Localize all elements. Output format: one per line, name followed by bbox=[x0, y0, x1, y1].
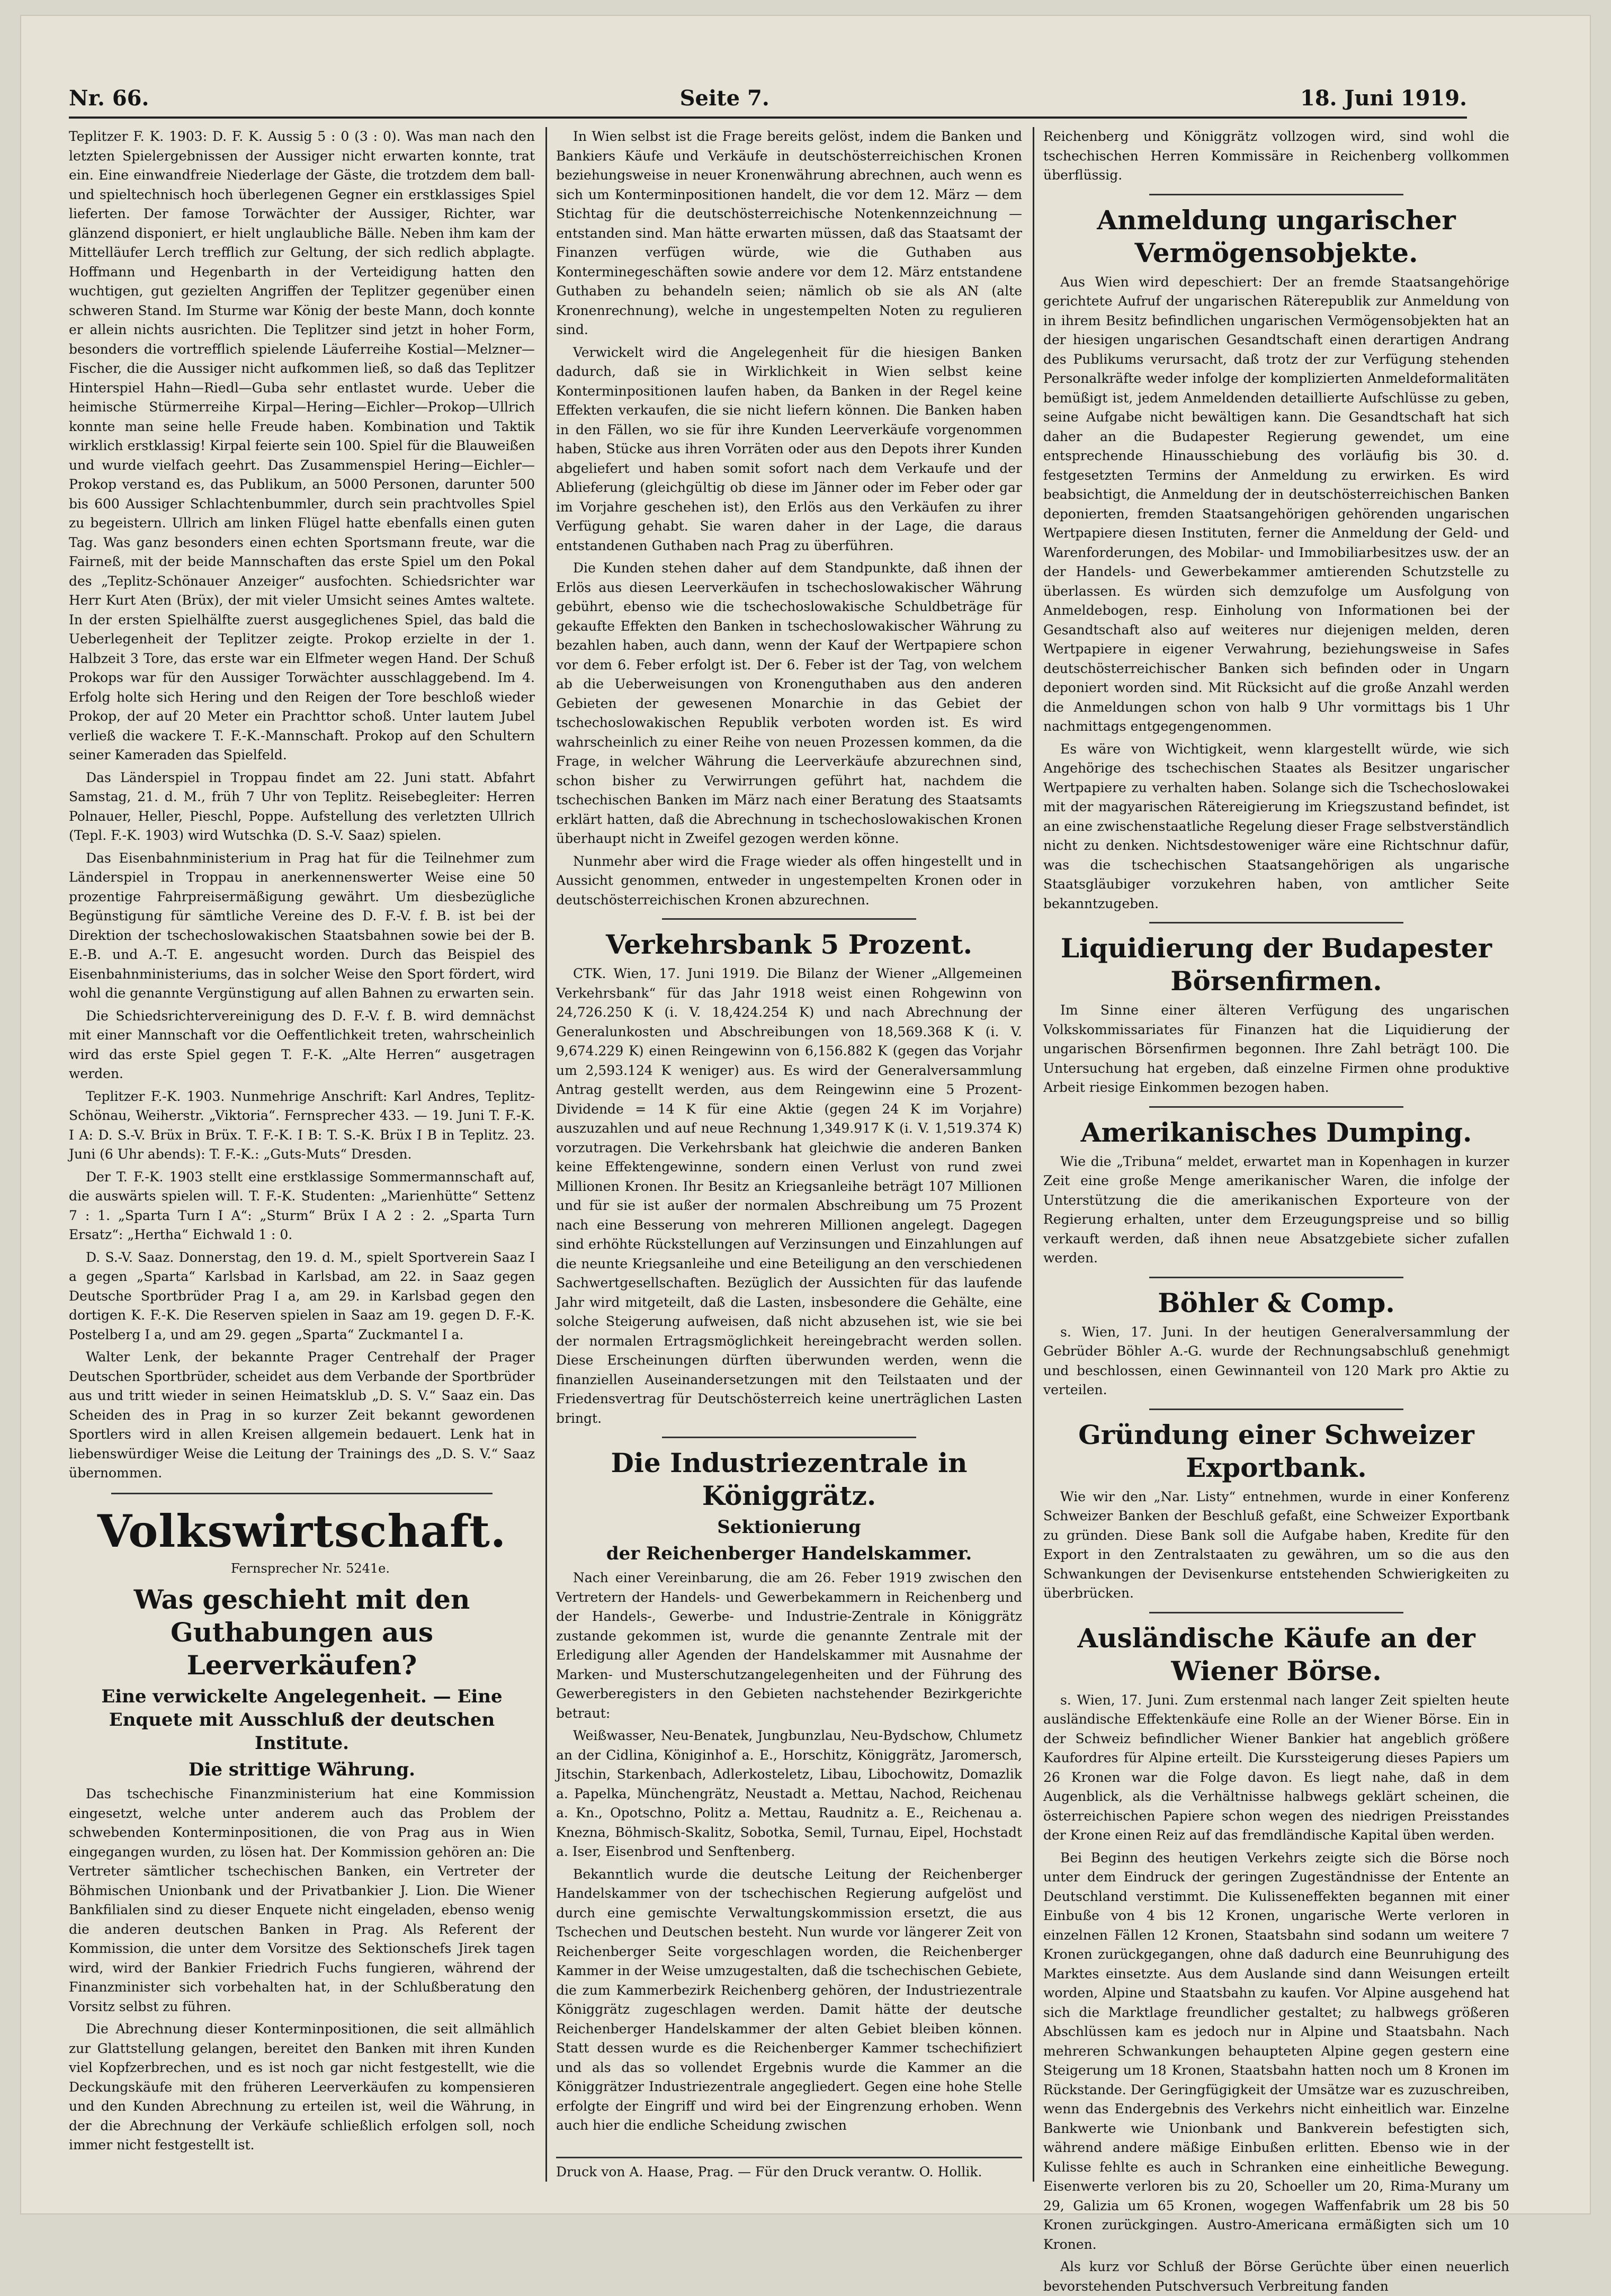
article-paragraph: Reichenberg und Königgrätz vollzogen wird, sind wohl die tschechischen Herren Kommissäre in Reichenberg vollkommen überflüssig. bbox=[1043, 129, 1509, 183]
column-rule bbox=[545, 127, 547, 2182]
article-headline: Verkehrsbank 5 Prozent. bbox=[606, 929, 972, 960]
article-paragraph: s. Wien, 17. Juni. In der heutigen Generalversammlung der Gebrüder Böhler A.-G. wurde der Rechnungsabschluß genehmigt und beschlossen, einen Gewinnanteil von 120 Mark pro Aktie zu verteilen. bbox=[1043, 1324, 1509, 1397]
divider bbox=[662, 918, 916, 920]
article-headline: Was geschieht mit den Guthabungen aus Leerverkäufen? bbox=[133, 1584, 470, 1681]
article-subheadline: Die strittige Währung. bbox=[188, 1759, 416, 1780]
article-headline: Amerikanisches Dumping. bbox=[1080, 1116, 1472, 1148]
article-paragraph: Bei Beginn des heutigen Verkehrs zeigte sich die Börse noch unter dem Eindruck der geringen Zugeständnisse der Entente an Deutschland verstimmt. Die Kulisseneffekten begannen mit einer Einbuße von 4 bis 12 Kronen, ungarische Werte verloren in einzelnen Fällen 12 Kronen, Staatsbahn sind sodann um weitere 7 Kronen zurückgegangen, ohne daß dadurch eine Beunruhigung des Marktes einsetzte. Aus dem Auslande sind dann Weisungen erteilt worden, Alpine und Staatsbahn zu kaufen. Vor Alpine ausgehend hat sich die Marktlage freundlicher gestaltet; zu halbwegs größeren Abschlüssen kam es jedoch nur in Alpine und Staatsbahn. Nach mehreren Schwankungen behaupteten Alpine gegen gestern eine Steigerung um 18 Kronen, Staatsbahn hatten noch um 8 Kronen im Rückstande. Der Geringfügigkeit der Umsätze war es zuzuschreiben, wenn das Endergebnis des Verkehrs nicht einheitlich war. Einzelne Bankwerte wie Unionbank und Bankverein befestigten sich, während andere mäßige Einbußen erlitten. Ebenso wie in der Kulisse fehlte es auch in Schranken eine einheitliche Bewegung. Eisenwerte verloren bis zu 20, Schoeller um 20, Rima-Murany um 29, Galizia um 65 Kronen, wogegen Waffenfabrik um 28 bis 50 Kronen zurückgingen. Austro-Americana ermäßigten sich um 10 Kronen. bbox=[1043, 1850, 1509, 2252]
article-subheadline: Sektionierung bbox=[717, 1517, 861, 1538]
article-headline: Anmeldung ungarischer Vermögensobjekte. bbox=[1097, 204, 1456, 268]
divider bbox=[1149, 1106, 1403, 1108]
article-headline: Liquidierung der Budapester Börsenfirmen. bbox=[1060, 932, 1492, 997]
column-rule bbox=[1033, 127, 1034, 2182]
section-title: Volkswirtschaft. bbox=[97, 1504, 507, 1557]
article-paragraph: Verwickelt wird die Angelegenheit für die hiesigen Banken dadurch, daß sie in Wirklichkeit in Wien selbst keine Konterminpositionen laufen haben, da Banken in der Regel keine Effekten verkaufen, die sie nicht liefern können. Die Banken haben in den Fällen, wo sie für ihre Kunden Leerverkäufe vorgenommen haben, Stücke aus ihren Vorräten oder aus den Depots ihrer Kunden abgeliefert und haben somit sofort nach dem Verkaufe und der Ablieferung (gleichgültig ob diese im Jänner oder im Feber oder gar im Vorjahre geschehen ist), den Erlös aus den Verkäufen zu ihrer Verfügung gehabt. Sie waren daher in der Lage, die daraus entstandenen Guthaben nach Prag zu überführen. bbox=[556, 344, 1022, 553]
article-paragraph: Als kurz vor Schluß der Börse Gerüchte über einen neuerlich bevorstehenden Putschversuch Verbreitung fanden bbox=[1043, 2259, 1509, 2294]
article-paragraph: Nunmehr aber wird die Frage wieder als offen hingestellt und in Aussicht genommen, entweder in ungestempelten Kronen oder in deutschösterreichischen Kronen abzurechnen. bbox=[556, 853, 1022, 908]
article-headline: Die Industriezentrale in Königgrätz. bbox=[611, 1447, 968, 1511]
column-1 bbox=[69, 127, 535, 2182]
sport-paragraph: Die Schiedsrichtervereinigung des D. F.-V. f. B. wird demnächst mit einer Mannschaft vor die Oeffentlichkeit treten, wahrscheinlich wird das erste Spiel gegen T. F.-K. „Alte Herren“ ausgetragen werden. bbox=[69, 1008, 535, 1081]
sport-paragraph: Teplitzer F. K. 1903: D. F. K. Aussig 5 : 0 (3 : 0). Was man nach den letzten Spielergebnissen der Aussiger nicht erwarten konnte, trat ein. Eine einwandfreie Niederlage der Gäste, die trotzdem dem ball- und spieltechnisch hoch überlegenen Gegner ein erstklassiges Spiel lieferten. Der famose Torwächter der Aussiger, Richter, war glänzend disponiert, er hielt unglaubliche Bälle. Neben ihm kam der Mittelläufer Lerch trefflich zur Geltung, der sich redlich abplagte. Hoffmann und Hegenbarth in der Verteidigung hatten den wuchtigen, gut gezielten Angriffen der Teplitzer gegenüber einen schweren Stand. Im Sturme war König der beste Mann, doch konnte er allein nichts ausrichten. Die Teplitzer sind jetzt in hoher Form, besonders die vortrefflich spielende Läuferreihe Kostial—Melzner—Fischer, die die Aussiger nicht aufkommen ließ, so daß das Teplitzer Hinterspiel Hahn—Riedl—Guba sehr entlastet wurde. Ueber die heimische Stürmerreihe Kirpal—Hering—Eichler—Prokop—Ullrich konnte man seine helle Freude haben. Kombination und Taktik wirklich erstklassig! Kirpal feierte sein 100. Spiel für die Blauweißen und wurde vielfach geehrt. Das Zusammenspiel Hering—Eichler—Prokop verstand es, das Publikum, an 5000 Personen, darunter 500 bis 600 Aussiger Schlachtenbummler, durch sein prachtvolles Spiel zu begeistern. Ullrich am linken Flügel hatte ebenfalls einen guten Tag. Was ganz besonders einen echten Sportsmann freute, war die Fairneß, mit der beide Mannschaften das erste Spiel um den Pokal des „Teplitz-Schönauer Anzeiger“ ausfochten. Schiedsrichter war Herr Kurt Aten (Brüx), der mit vieler Umsicht seines Amtes waltete. In der ersten Spielhälfte zuerst ausgeglichenes Spiel, das bald die Ueberlegenheit der Teplitzer zeigte. Prokop erzielte in der 1. Halbzeit 3 Tore, das erste war ein Elfmeter wegen Hand. Der Schuß Prokops war für den Aussiger Torwächter ausschlaggebend. Im 4. Erfolg holte sich Hering und den Reigen der Tore beschloß wieder Prokop, der auf 20 Meter ein Prachttor schoß. Unter lautem Jubel verließ die wackere T. F.-K.-Mannschaft. Prokop auf den Schultern seiner Kameraden das Spielfeld. bbox=[69, 129, 535, 763]
sport-paragraph: Der T. F.-K. 1903 stellt eine erstklassige Sommermannschaft auf, die auswärts spielen will. T. F.-K. Studenten: „Marienhütte“ Settenz 7 : 1. „Sparta Turn I A“: „Sturm“ Brüx I A 2 : 2. „Sparta Turn Ersatz“: „Hertha“ Eichwald 1 : 0. bbox=[69, 1169, 535, 1242]
article-paragraph: In Wien selbst ist die Frage bereits gelöst, indem die Banken und Bankiers Käufe und Verkäufe in deutschösterreichischen Kronen beziehungsweise in neuer Kronenwährung abrechnen, auch wenn es sich um Konterminpositionen handelt, die vor dem 12. März — dem Stichtag für die deutschösterreichische Notenkennzeichnung — entstanden sind. Man hätte erwarten müssen, daß das Staatsamt der Finanzen verfügen würde, wie die Guthaben aus Konterminegeschäften sowie andere vor dem 12. März entstandene Guthaben zu behandeln seien; nämlich ob sie als AN (alte Kronenrechnung), welche in ungestempelten Noten zu regulieren sind. bbox=[556, 129, 1022, 337]
article-headline: Ausländische Käufe an der Wiener Börse. bbox=[1077, 1622, 1475, 1687]
printer-imprint: Druck von A. Haase, Prag. — Für den Druck verantw. O. Hollik. bbox=[556, 2157, 1022, 2182]
article-headline: Gründung einer Schweizer Exportbank. bbox=[1078, 1419, 1474, 1483]
sport-paragraph: Walter Lenk, der bekannte Prager Centrehalf der Prager Deutschen Sportbrüder, scheidet aus dem Verbande der Sportbrüder aus und tritt wieder in seinen Heimatsklub „D. S. V.“ Saaz ein. Das Scheiden des in Prag in so kurzer Zeit bekannt gewordenen Sportlers wird in allen Kreisen allgemein bedauert. Lenk hat in liebenswürdiger Weise die Leitung der Trainings des „D. S. V.“ Saaz übernommen. bbox=[69, 1349, 535, 1481]
sport-paragraph: Teplitzer F.-K. 1903. Nunmehrige Anschrift: Karl Andres, Teplitz-Schönau, Weiherstr. „Viktoria“. Fernsprecher 433. — 19. Juni T. F.-K. I A: D. S.-V. Brüx in Brüx. T. F.-K. I B: T. S.-K. Brüx I B in Teplitz. 23. Juni (6 Uhr abends): T. F.-K.: „Guts-Muts“ Dresden. bbox=[69, 1088, 535, 1162]
sport-paragraph: Das Eisenbahnministerium in Prag hat für die Teilnehmer zum Länderspiel in Troppau in anerkennenswerter Weise eine 50 prozentige Fahrpreisermäßigung gewährt. Um diesbezügliche Begünstigung für sämtliche Vereine des D. F.-V. f. B. ist bei der Direktion der tschechoslowakischen Staatsbahnen sowie bei der B. E.-B. und A.-T. E. angesucht worden. Durch das Beispiel des Eisenbahnministeriums, das in solcher Weise den Sport fördert, wird wohl die genannte Vergünstigung auf allen Bahnen zu erwarten sein. bbox=[69, 850, 535, 1001]
article-paragraph: Nach einer Vereinbarung, die am 26. Feber 1919 zwischen den Vertretern der Handels- und Gewerbekammern in Reichenberg und der Handels-, Gewerbe- und Industrie-Zentrale in Königgrätz zustande gekommen ist, wurde die genannte Zentrale mit der Erledigung aller Agenden der Handelskammer mit Ausnahme der Marken- und Musterschutzangelegenheiten und der Führung des Gewerberegisters in den Gebieten nachstehender Bezirkgerichte betraut: bbox=[556, 1570, 1022, 1721]
newspaper-page bbox=[21, 16, 1590, 2294]
column-2 bbox=[556, 127, 1022, 2182]
issue-number: Nr. 66. bbox=[69, 85, 149, 111]
article-paragraph: Aus Wien wird depeschiert: Der an fremde Staatsangehörige gerichtete Aufruf der ungarischen Räterepublik zur Anmeldung von in ihrem Besitz befindlichen ungarischen Vermögensobjekten hat an der hiesigen ungarischen Gesandtschaft einen derartigen Andrang des Publikums verursacht, daß trotz der zur Verfügung stehenden Personalkräfte weder infolge der komplizierten Anmeldeformalitäten bemüßigt ist, jedem Anmeldenden detaillierte Aufschlüsse zu geben, seine Aufgabe nicht bewältigen kann. Die Gesandtschaft hat sich daher an die Budapester Regierung gewendet, um eine entsprechende Hinausschiebung des vorläufig bis 30. d. festgesetzten Termins der Anmeldung zu erwirken. Es wird beabsichtigt, die Anmeldung der in deutschösterreichischen Banken deponierten, fremden Staatsangehörigen gehörenden ungarischen Wertpapiere diesen Instituten, ferner die Anmeldung der Geld- und Warenforderungen, des Mobilar- und Immobiliarbesitzes usw. der an der Handels- und Gewerbekammer amtierenden Schutzstelle zu überlassen. Es würden sich demzufolge um Ausfolgung von Anmeldebogen, resp. Einholung von Informationen bei der Gesandtschaft also auf weiteres nur diejenigen melden, deren Wertpapiere in eigener Verwahrung, beziehungsweise in Safes deutschösterreichischer Banken sich befinden oder in Ungarn deponiert worden sind. Mit Rücksicht auf die große Anzahl werden die Anmeldungen schon von halb 9 Uhr vormittags bis 1 Uhr nachmittags entgegengenommen. bbox=[1043, 274, 1509, 734]
phone-number: Fernsprecher Nr. 5241e. bbox=[230, 1560, 390, 1576]
article-paragraph: Bekanntlich wurde die deutsche Leitung der Reichenberger Handelskammer von der tschechischen Regierung aufgelöst und durch eine gemischte Verwaltungskommission ersetzt, die aus Tschechen und Deutschen besteht. Nun wurde vor längerer Zeit von Reichenberger Seite vorgeschlagen worden, die Reichenberger Kammer in der Weise umzugestalten, daß die tschechischen Gebiete, die zum Kammerbezirk Reichenberg gehören, der Industriezentrale Königgrätz zugeschlagen werden. Damit hätte der deutsche Reichenberger Handelskammer der alten Gebiet bleiben können. Statt dessen wurde es die Reichenberger Kammer tschechifiziert und als das so vollendet Ergebnis wurde die Kammer an die Königgrätzer Industriezentrale angegliedert. Gegen eine hohe Stelle erfolgte der Eingriff und wird bei der Eingrenzung erhoben. Wenn auch hier die endliche Scheidung zwischen bbox=[556, 1866, 1022, 2133]
column-3 bbox=[1043, 127, 1509, 2294]
sport-paragraph: D. S.-V. Saaz. Donnerstag, den 19. d. M., spielt Sportverein Saaz I a gegen „Sparta“ Karlsbad in Karlsbad, am 22. in Saaz gegen Deutsche Sportbrüder Prag I a, am 29. in Karlsbad gegen den dortigen K. F.-K. Die Reserven spielen in Saaz am 19. gegen D. F.-K. Postelberg I a, und am 29. gegen „Sparta“ Zuckmantel I a. bbox=[69, 1249, 535, 1342]
article-headline: Böhler & Comp. bbox=[1158, 1287, 1395, 1319]
page-header bbox=[69, 79, 1467, 119]
article-paragraph: CTK. Wien, 17. Juni 1919. Die Bilanz der Wiener „Allgemeinen Verkehrsbank“ für das Jahr 1918 weist einen Rohgewinn von 24,726.250 K (i. V. 18,424.254 K) und nach Abrechnung der Generalunkosten und Abschreibungen von 18,569.368 K (i. V. 9,674.229 K) einen Reingewinn von 6,156.882 K (gegen das Vorjahr um 2,593.124 K weniger) aus. Es wird der Generalversammlung Antrag gestellt werden, aus dem Reingewinn eine 5 Prozent-Dividende = 14 K für eine Aktie (gegen 24 K im Vorjahre) auszuzahlen und auf neue Rechnung 1,349.917 K (i. V. 1,519.374 K) vorzutragen. Die Verkehrsbank hat gleichwie die anderen Banken keine Effektengewinne, sondern einen Verlust von rund zwei Millionen Kronen. Ihr Besitz an Kriegsanleihe beträgt 107 Millionen und für sie ist außer der normalen Abschreibung um 75 Prozent nach eine Besserung von mehreren Millionen angelegt. Dagegen sind erhöhte Rückstellungen auf Verzinsungen und Einzahlungen auf die neunte Kriegsanleihe und eine Beteiligung an den verschiedenen Sachwertgesellschaften. Bezüglich der Aussichten für das laufende Jahr wird mitgeteilt, daß die Lasten, insbesondere die Gehälte, eine solche Steigerung aufweisen, daß nicht abzusehen ist, wie sie bei der normalen Ertragsmöglichkeit hereingebracht werden sollen. Diese Erscheinungen dürften überwunden werden, wenn die finanziellen Auseinandersetzungen mit den Teilstaaten und der Friedensvertrag für Deutschösterreich keine unerträglichen Lasten bringt. bbox=[556, 966, 1022, 1426]
article-paragraph: s. Wien, 17. Juni. Zum erstenmal nach langer Zeit spielten heute ausländische Effektenkäufe eine Rolle an der Wiener Börse. Ein in der Schweiz befindlicher Wiener Bankier hat angeblich größere Kaufordres für Alpine erteilt. Die Kurssteigerung dieses Papiers um 26 Kronen war die Folge davon. Es liegt nahe, daß in dem Augenblick, als die Verhältnisse halbwegs geklärt scheinen, die österreichischen Papiere schon wegen des niedrigen Preisstandes der Krone einen Reiz auf das fremdländische Kapital üben werden. bbox=[1043, 1692, 1509, 1843]
sport-paragraph: Das Länderspiel in Troppau findet am 22. Juni statt. Abfahrt Samstag, 21. d. M., früh 7 Uhr von Teplitz. Reisebegleiter: Herren Polnauer, Heller, Pieschl, Poppe. Aufstellung des verletzten Ullrich (Tepl. F.-K. 1903) wird Wutschka (D. S.-V. Saaz) spielen. bbox=[69, 769, 535, 843]
article-paragraph: Es wäre von Wichtigkeit, wenn klargestellt würde, wie sich Angehörige des tschechischen Staates als Besitzer ungarischer Wertpapiere zu verhalten haben. Solange sich die Tschechoslowakei mit der magyarischen Rätereigierung im Kriegszustand befindet, ist an eine zwischenstaatliche Regelung dieser Frage selbstverständlich nicht zu denken. Nichtsdestoweniger wäre eine Richtschnur dafür, was die tschechischen Staatsangehörigen als ungarische Staatsgläubiger vorzukehren haben, von amtlicher Seite bekanntzugeben. bbox=[1043, 741, 1509, 911]
divider bbox=[1149, 922, 1403, 923]
article-paragraph: Im Sinne einer älteren Verfügung des ungarischen Volkskommissariates für Finanzen hat die Liquidierung der ungarischen Börsenfirmen begonnen. Ihre Zahl beträgt 100. Die Untersuchung hat ergeben, daß einzelne Firmen ohne produktive Arbeit riesige Einkommen bezogen haben. bbox=[1043, 1002, 1509, 1095]
divider bbox=[1149, 1612, 1403, 1613]
page-number: Seite 7. bbox=[679, 85, 769, 111]
divider bbox=[662, 1437, 916, 1438]
article-paragraph: Das tschechische Finanzministerium hat eine Kommission eingesetzt, welche unter anderem auch das Problem der schwebenden Konterminpositionen, die von Prag aus in Wien eingegangen wurden, zu lösen hat. Der Kommission gehören an: Die Vertreter sämtlicher tschechischen Banken, ein Vertreter der Böhmischen Unionbank und der Privatbankier J. Lion. Die Wiener Bankfilialen sind zu dieser Enquete nicht eingeladen, ebenso wenig die anderen deutschen Banken in Prag. Als Referent der Kommission, die unter dem Vorsitze des Sektionschefs Jirek tagen wird, wird der Bankier Friedrich Fuchs fungieren, während der Finanzminister sich vorbehalten hat, in der Schlußberatung den Vorsitz selbst zu führen. bbox=[69, 1786, 535, 2014]
article-paragraph: Wie wir den „Nar. Listy“ entnehmen, wurde in einer Konferenz Schweizer Banken der Beschluß gefaßt, eine Schweizer Exportbank zu gründen. Diese Bank soll die Aufgabe haben, Kredite für den Export in den Zentralstaaten zu gewähren, um so die aus den Schwankungen der Devisenkurse entstehenden Schwierigkeiten zu überbrücken. bbox=[1043, 1488, 1509, 1601]
article-subheadline: der Reichenberger Handelskammer. bbox=[606, 1543, 972, 1564]
article-paragraph: Wie die „Tribuna“ meldet, erwartet man in Kopenhagen in kurzer Zeit eine große Menge amerikanischer Waren, die infolge der Unterstützung die die amerikanischen Exporteure von der Regierung erhalten, unter dem Erzeugungspreise und so billig verkauft werden, daß ihnen neue Absatzgebiete sicher zufallen werden. bbox=[1043, 1153, 1509, 1266]
divider bbox=[1149, 1277, 1403, 1278]
divider bbox=[111, 1493, 493, 1494]
divider bbox=[1149, 194, 1403, 195]
divider bbox=[1149, 1409, 1403, 1410]
issue-date: 18. Juni 1919. bbox=[1300, 85, 1467, 111]
article-paragraph: Weißwasser, Neu-Benatek, Jungbunzlau, Neu-Bydschow, Chlumetz an der Cidlina, Königinhof a. E., Horschitz, Königgrätz, Jaromersch, Jitschin, Starkenbach, Adlerkosteletz, Libau, Libochowitz, Domazlik a. Papelka, Münchengrätz, Neustadt a. Mettau, Nachod, Reichenau a. Kn., Opotschno, Politz a. Mettau, Raudnitz a. E., Reichenau a. Knezna, Böhmisch-Skalitz, Sobotka, Semil, Turnau, Eipel, Hochstadt a. Iser, Eisenbrod und Senftenberg. bbox=[556, 1728, 1022, 1859]
article-paragraph: Die Abrechnung dieser Konterminpositionen, die seit allmählich zur Glattstellung gelangen, bereitet den Banken mit ihren Kunden viel Kopfzerbrechen, und es ist noch gar nicht festgestellt, wie die Deckungskäufe mit den früheren Leerverkäufen zu kompensieren und den Kunden Abrechnung zu erteilen ist, weil die Währung, in der die Abrechnung der Verkäufe schließlich erfolgen soll, noch immer nicht festgestellt ist. bbox=[69, 2021, 535, 2152]
article-subheadline: Eine verwickelte Angelegenheit. — Eine Enquete mit Ausschluß der deutschen Institute. bbox=[101, 1686, 503, 1754]
article-paragraph: Die Kunden stehen daher auf dem Standpunkte, daß ihnen der Erlös aus diesen Leerverkäufen in tschechoslowakischer Währung gebührt, ebenso wie die tschechoslowakische Schuldbeträge für gekaufte Effekten den Banken in tschechoslowakischer Währung zu bezahlen haben, auch dann, wenn der Kauf der Wertpapiere schon vor dem 6. Feber erfolgt ist. Der 6. Feber ist der Tag, von welchem ab die Ueberweisungen von Kronenguthaben aus den anderen Gebieten der gewesenen Monarchie in das Gebiet der tschechoslowakischen Republik verboten worden ist. Es wird wahrscheinlich zu einer Reihe von neuen Prozessen kommen, da die Frage, in welcher Währung die Leerverkäufe abzurechnen sind, schon bisher zu Verwirrungen geführt hat, nachdem die tschechischen Banken im März nach einer Beratung des Staatsamts erklärt hatten, daß die Abrechnung in tschechoslowakischen Kronen überhaupt nicht in Zweifel gezogen werden könne. bbox=[556, 560, 1022, 846]
